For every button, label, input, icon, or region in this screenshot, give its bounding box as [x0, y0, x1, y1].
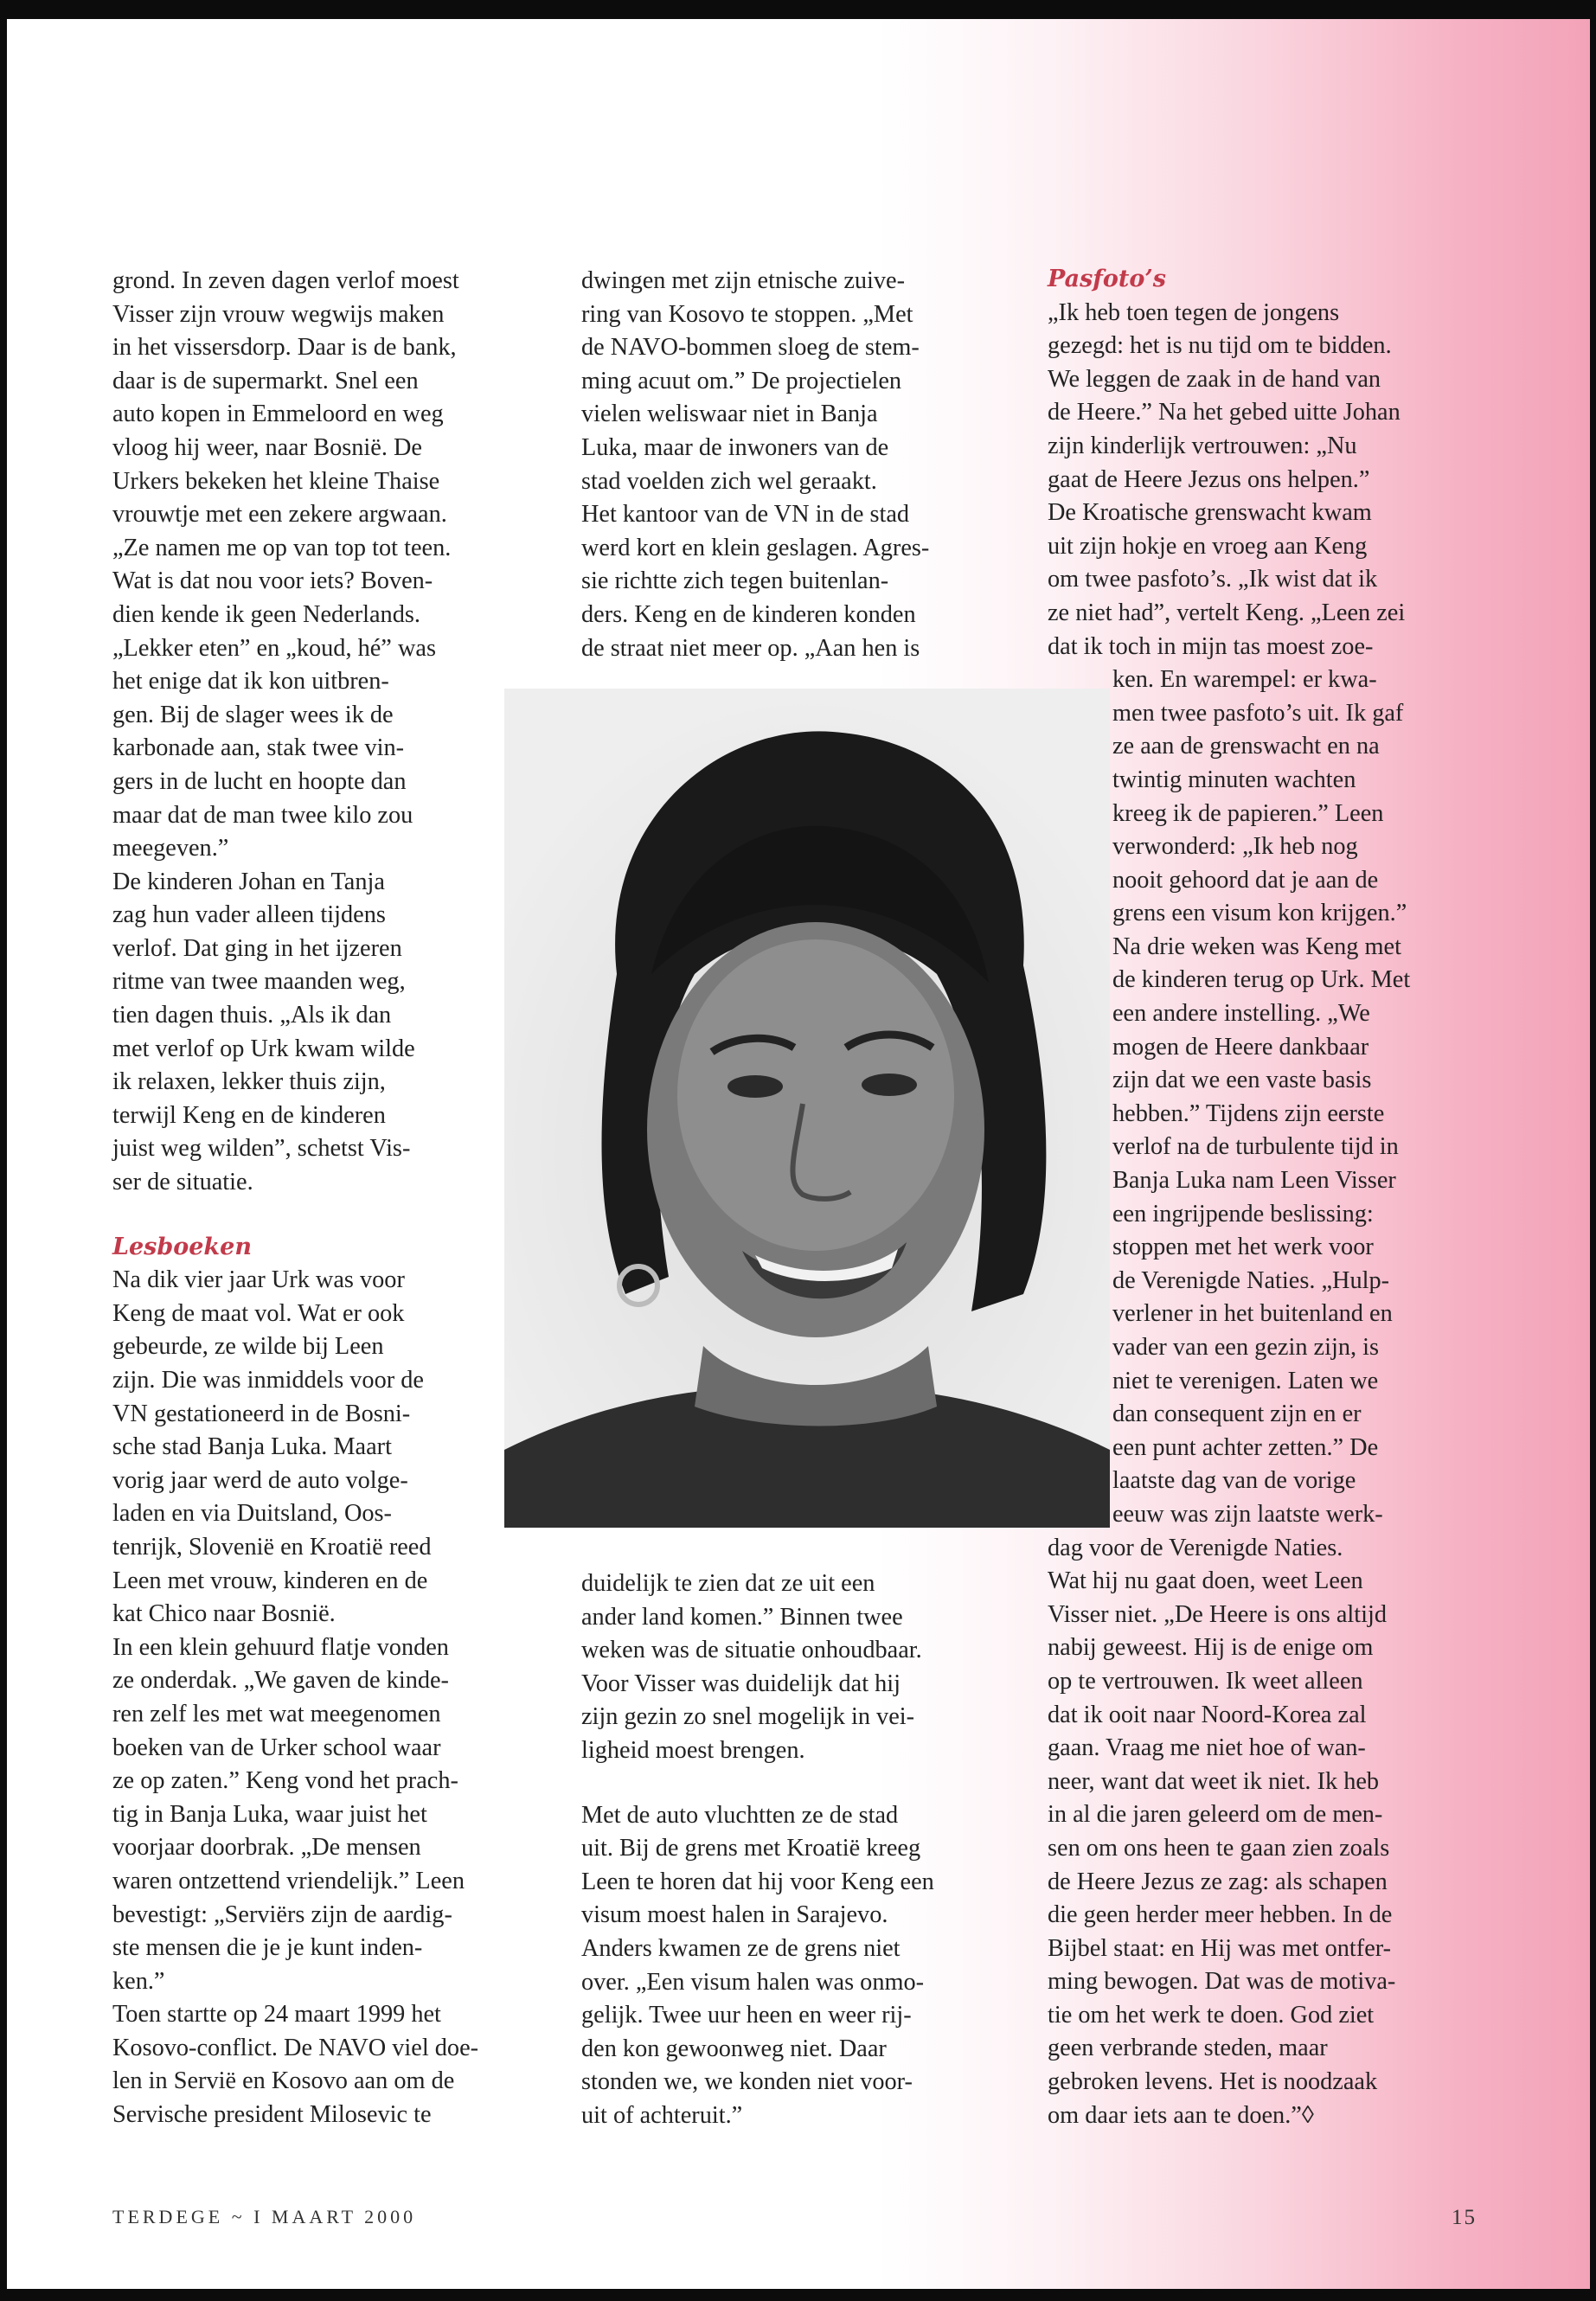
text-line: uit of achteruit.”: [581, 2101, 743, 2129]
text-line: dan consequent zijn en er: [1112, 1400, 1362, 1428]
text-line: ze onderdak. „We gaven de kinde-: [112, 1667, 449, 1695]
text-line: De Kroatische grenswacht kwam: [1048, 499, 1372, 527]
column-3: [1048, 265, 1410, 2132]
text-line: Bijbel staat: en Hij was met ontfer-: [1048, 1934, 1392, 1962]
text-line: stonden we, we konden niet voor-: [581, 2068, 913, 2096]
text-line: verlof na de turbulente tijd in: [1112, 1133, 1399, 1161]
text-line: We leggen de zaak in de hand van: [1048, 365, 1381, 393]
text-line: geen verbrande steden, maar: [1048, 2035, 1328, 2062]
footer-publication: TERDEGE ~ I MAART 2000: [112, 2206, 417, 2227]
text-line: karbonade aan, stak twee vin-: [112, 734, 405, 762]
text-line: de Verenigde Naties. „Hulp-: [1112, 1266, 1390, 1294]
text-line: Wat hij nu gaat doen, weet Leen: [1048, 1567, 1363, 1595]
column-1: [112, 265, 478, 2132]
text-line: de NAVO-bommen sloeg de stem-: [581, 334, 920, 362]
text-line: stad voelden zich wel geraakt.: [581, 467, 877, 495]
text-line: vielen weliswaar niet in Banja: [581, 401, 878, 428]
text-line: zijn dat we een vaste basis: [1112, 1067, 1372, 1094]
text-line: om twee pasfoto’s. „Ik wist dat ik: [1048, 566, 1378, 593]
text-line: grens een visum kon krijgen.”: [1112, 900, 1407, 927]
text-line: dwingen met zijn etnische zuive-: [581, 267, 906, 294]
text-line: vloog hij weer, naar Bosnië. De: [112, 433, 422, 461]
text-line: de kinderen terug op Urk. Met: [1112, 966, 1411, 994]
text-line: neer, want dat weet ik niet. Ik heb: [1048, 1767, 1380, 1795]
text-line: dien kende ik geen Nederlands.: [112, 600, 420, 628]
text-line: men twee pasfoto’s uit. Ik gaf: [1112, 699, 1404, 727]
text-line: Voor Visser was duidelijk dat hij: [581, 1670, 901, 1697]
text-line: ze aan de grenswacht en na: [1112, 733, 1380, 760]
text-line: gaat de Heere Jezus ons helpen.”: [1048, 465, 1370, 493]
text-line: dat ik ooit naar Noord-Korea zal: [1048, 1701, 1367, 1728]
text-line: laden en via Duitsland, Oos-: [112, 1500, 392, 1528]
text-line: ming acuut om.” De projectielen: [581, 367, 902, 394]
text-line: De kinderen Johan en Tanja: [112, 868, 385, 895]
text-line: stoppen met het werk voor: [1112, 1234, 1374, 1261]
text-line: Na drie weken was Keng met: [1112, 933, 1401, 960]
text-line: den kon gewoonweg niet. Daar: [581, 2035, 887, 2062]
text-line: niet te verenigen. Laten we: [1112, 1367, 1379, 1394]
text-line: dat ik toch in mijn tas moest zoe-: [1048, 632, 1374, 660]
text-line: ders. Keng en de kinderen konden: [581, 600, 916, 628]
text-line: Wat is dat nou voor iets? Boven-: [112, 567, 433, 595]
text-line: de Heere Jezus ze zag: als schapen: [1048, 1868, 1388, 1895]
text-line: een andere instelling. „We: [1112, 1000, 1370, 1028]
text-line: ze niet had”, vertelt Keng. „Leen zei: [1048, 599, 1406, 626]
text-line: Leen met vrouw, kinderen en de: [112, 1567, 428, 1594]
text-line: sche stad Banja Luka. Maart: [112, 1433, 392, 1461]
text-line: ritme van twee maanden weg,: [112, 968, 406, 996]
text-line: hebben.” Tijdens zijn eerste: [1112, 1099, 1385, 1127]
text-line: eeuw was zijn laatste werk-: [1112, 1500, 1383, 1528]
text-line: terwijl Keng en de kinderen: [112, 1101, 386, 1129]
text-line: Luka, maar de inwoners van de: [581, 433, 889, 461]
column-2-bottom: [581, 1567, 934, 2133]
text-line: zijn kinderlijk vertrouwen: „Nu: [1048, 432, 1357, 459]
text-line: Urkers bekeken het kleine Thaise: [112, 467, 440, 495]
text-line: kreeg ik de papieren.” Leen: [1112, 799, 1384, 827]
text-line: ken.”: [112, 1967, 165, 1995]
text-line: mogen de Heere dankbaar: [1112, 1033, 1369, 1061]
text-line: gebeurde, ze wilde bij Leen: [112, 1333, 384, 1361]
text-line: ligheid moest brengen.: [581, 1736, 805, 1764]
text-line: met verlof op Urk kwam wilde: [112, 1035, 415, 1062]
text-line: tenrijk, Slovenië en Kroatië reed: [112, 1533, 432, 1561]
text-line: nooit gehoord dat je aan de: [1112, 866, 1379, 894]
subheading-lesboeken: Lesboeken: [112, 1233, 252, 1260]
text-line: zag hun vader alleen tijdens: [112, 901, 386, 929]
text-line: ren zelf les met wat meegenomen: [112, 1700, 441, 1727]
text-line: ze op zaten.” Keng vond het prach-: [112, 1767, 458, 1795]
text-line: gen. Bij de slager wees ik de: [112, 701, 394, 728]
portrait-photo: [504, 689, 1110, 1528]
text-line: boeken van de Urker school waar: [112, 1734, 441, 1761]
text-line: duidelijk te zien dat ze uit een: [581, 1570, 875, 1597]
text-line: verlof. Dat ging in het ijzeren: [112, 934, 402, 962]
text-line: Banja Luka nam Leen Visser: [1112, 1167, 1396, 1195]
magazine-page: [7, 19, 1590, 2289]
text-line: zijn. Die was inmiddels voor de: [112, 1367, 424, 1394]
text-line: de straat niet meer op. „Aan hen is: [581, 634, 920, 662]
text-line: tien dagen thuis. „Als ik dan: [112, 1002, 392, 1029]
text-line: „Ze namen me op van top tot teen.: [112, 534, 452, 561]
text-line: uit zijn hokje en vroeg aan Keng: [1048, 532, 1368, 560]
text-line: gezegd: het is nu tijd om te bidden.: [1048, 332, 1392, 360]
text-line: „Lekker eten” en „koud, hé” was: [112, 634, 436, 662]
text-line: gers in de lucht en hoopte dan: [112, 767, 407, 795]
text-line: grond. In zeven dagen verlof moest: [112, 267, 459, 294]
text-line: gebroken levens. Het is noodzaak: [1048, 2068, 1378, 2096]
column-2-top: [581, 265, 929, 665]
text-line: „Ik heb toen tegen de jongens: [1048, 298, 1340, 326]
text-line: over. „Een visum halen was onmo-: [581, 1968, 925, 1996]
text-line: tig in Banja Luka, waar juist het: [112, 1800, 427, 1828]
text-line: Keng de maat vol. Wat er ook: [112, 1299, 405, 1327]
text-line: laatste dag van de vorige: [1112, 1467, 1356, 1495]
text-line: twintig minuten wachten: [1112, 766, 1356, 793]
text-line: Kosovo-conflict. De NAVO viel doe-: [112, 2034, 479, 2061]
text-line: auto kopen in Emmeloord en weg: [112, 401, 444, 428]
text-line: ring van Kosovo te stoppen. „Met: [581, 300, 913, 328]
text-line: dag voor de Verenigde Naties.: [1048, 1534, 1343, 1561]
text-line: gelijk. Twee uur heen en weer rij-: [581, 2002, 912, 2029]
text-line: ik relaxen, lekker thuis zijn,: [112, 1068, 386, 1096]
text-line: in al die jaren geleerd om de men-: [1048, 1801, 1383, 1829]
text-line: VN gestationeerd in de Bosni-: [112, 1400, 411, 1427]
text-line: In een klein gehuurd flatje vonden: [112, 1633, 449, 1661]
text-line: Na dik vier jaar Urk was voor: [112, 1266, 405, 1294]
text-line: om daar iets aan te doen.”◊: [1048, 2101, 1314, 2129]
text-line: vrouwtje met een zekere argwaan.: [112, 501, 447, 529]
text-line: Leen te horen dat hij voor Keng een: [581, 1868, 934, 1895]
text-line: uit. Bij de grens met Kroatië kreeg: [581, 1835, 921, 1862]
text-line: len in Servië en Kosovo aan om de: [112, 2067, 455, 2095]
text-line: nabij geweest. Hij is de enige om: [1048, 1634, 1374, 1662]
text-line: Anders kwamen ze de grens niet: [581, 1934, 901, 1962]
text-line: Visser zijn vrouw wegwijs maken: [112, 300, 445, 328]
portrait-image: [504, 689, 1110, 1528]
text-line: verlener in het buitenland en: [1112, 1300, 1393, 1328]
text-line: het enige dat ik kon uitbren-: [112, 668, 389, 695]
text-line: zijn gezin zo snel mogelijk in vei-: [581, 1703, 915, 1731]
text-line: die geen herder meer hebben. In de: [1048, 1901, 1393, 1929]
text-line: meegeven.”: [112, 835, 229, 862]
text-line: ser de situatie.: [112, 1169, 253, 1196]
text-line: sie richtte zich tegen buitenlan-: [581, 567, 889, 595]
text-line: ming bewogen. Dat was de motiva-: [1048, 1968, 1396, 1996]
text-line: een punt achter zetten.” De: [1112, 1433, 1379, 1461]
text-line: vorig jaar werd de auto volge-: [112, 1466, 408, 1494]
text-line: ander land komen.” Binnen twee: [581, 1603, 903, 1631]
text-line: in het vissersdorp. Daar is de bank,: [112, 334, 457, 362]
text-line: daar is de supermarkt. Snel een: [112, 367, 419, 394]
text-line: visum moest halen in Sarajevo.: [581, 1901, 888, 1929]
text-line: bevestigt: „Serviërs zijn de aardig-: [112, 1900, 452, 1928]
text-line: juist weg wilden”, schetst Vis-: [112, 1135, 411, 1163]
text-line: de Heere.” Na het gebed uitte Johan: [1048, 399, 1401, 426]
text-line: een ingrijpende beslissing:: [1112, 1200, 1374, 1227]
text-line: kat Chico naar Bosnië.: [112, 1600, 336, 1628]
text-line: sen om ons heen te gaan zien zoals: [1048, 1834, 1390, 1862]
text-line: ken. En warempel: er kwa-: [1112, 666, 1377, 694]
footer-page-number: 15: [1452, 2206, 1477, 2229]
text-line: maar dat de man twee kilo zou: [112, 801, 413, 829]
subheading-pasfotos: Pasfoto’s: [1048, 266, 1166, 292]
text-line: werd kort en klein geslagen. Agres-: [581, 534, 930, 561]
text-line: gaan. Vraag me niet hoe of wan-: [1048, 1734, 1366, 1762]
text-line: Het kantoor van de VN in de stad: [581, 501, 910, 529]
text-line: voorjaar doorbrak. „De mensen: [112, 1834, 421, 1862]
text-line: ste mensen die je je kunt inden-: [112, 1934, 423, 1962]
text-line: Met de auto vluchtten ze de stad: [581, 1801, 899, 1829]
text-line: Visser niet. „De Heere is ons altijd: [1048, 1600, 1387, 1628]
text-line: weken was de situatie onhoudbaar.: [581, 1637, 922, 1664]
text-line: verwonderd: „Ik heb nog: [1112, 833, 1358, 861]
text-line: op te vertrouwen. Ik weet alleen: [1048, 1667, 1363, 1695]
text-line: Toen startte op 24 maart 1999 het: [112, 2001, 441, 2029]
text-line: waren ontzettend vriendelijk.” Leen: [112, 1867, 465, 1894]
text-line: Servische president Milosevic te: [112, 2101, 432, 2129]
text-line: vader van een gezin zijn, is: [1112, 1334, 1379, 1361]
text-line: tie om het werk te doen. God ziet: [1048, 2001, 1375, 2029]
